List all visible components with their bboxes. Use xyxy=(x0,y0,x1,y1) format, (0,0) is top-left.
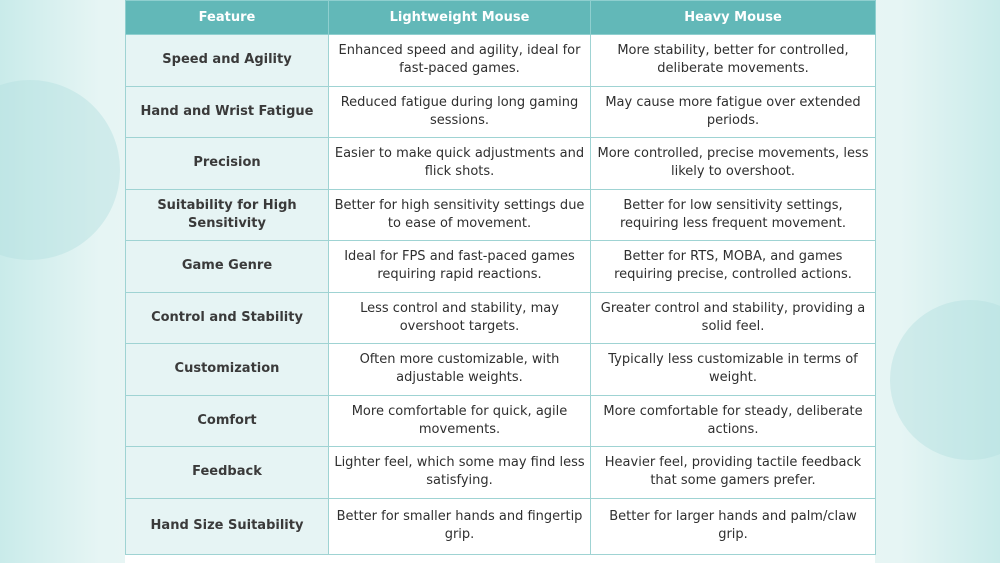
lightweight-cell: Often more customizable, with adjustable weights. xyxy=(329,344,591,396)
background-decoration xyxy=(0,80,120,260)
table-row xyxy=(126,138,876,190)
feature-cell: Feedback xyxy=(126,447,329,499)
lightweight-cell: Reduced fatigue during long gaming sessions. xyxy=(329,86,591,138)
table-row xyxy=(126,447,876,499)
lightweight-cell: Better for smaller hands and fingertip grip. xyxy=(329,498,591,554)
lightweight-cell: Less control and stability, may overshoot targets. xyxy=(329,292,591,344)
table-row xyxy=(126,344,876,396)
table-row xyxy=(126,189,876,241)
feature-cell: Game Genre xyxy=(126,241,329,293)
feature-cell: Suitability for High Sensitivity xyxy=(126,189,329,241)
lightweight-cell: Easier to make quick adjustments and flick shots. xyxy=(329,138,591,190)
heavy-cell: Better for RTS, MOBA, and games requiring precise, controlled actions. xyxy=(591,241,876,293)
feature-cell: Precision xyxy=(126,138,329,190)
heavy-cell: More controlled, precise movements, less likely to overshoot. xyxy=(591,138,876,190)
heavy-cell: Greater control and stability, providing a solid feel. xyxy=(591,292,876,344)
heavy-cell: Heavier feel, providing tactile feedback that some gamers prefer. xyxy=(591,447,876,499)
heavy-cell: More stability, better for controlled, deliberate movements. xyxy=(591,35,876,87)
feature-cell: Hand and Wrist Fatigue xyxy=(126,86,329,138)
lightweight-cell: Ideal for FPS and fast-paced games requiring rapid reactions. xyxy=(329,241,591,293)
heavy-cell: May cause more fatigue over extended periods. xyxy=(591,86,876,138)
lightweight-cell: Lighter feel, which some may find less satisfying. xyxy=(329,447,591,499)
table-row xyxy=(126,395,876,447)
table-row xyxy=(126,241,876,293)
feature-cell: Comfort xyxy=(126,395,329,447)
lightweight-cell: Better for high sensitivity settings due to ease of movement. xyxy=(329,189,591,241)
background-decoration xyxy=(890,300,1000,460)
feature-cell: Control and Stability xyxy=(126,292,329,344)
column-header-heavy-mouse: Heavy Mouse xyxy=(591,1,876,35)
comparison-table xyxy=(125,0,876,555)
table-row xyxy=(126,498,876,554)
comparison-table-container xyxy=(125,0,875,563)
table-row xyxy=(126,292,876,344)
heavy-cell: Better for low sensitivity settings, requiring less frequent movement. xyxy=(591,189,876,241)
lightweight-cell: Enhanced speed and agility, ideal for fast-paced games. xyxy=(329,35,591,87)
heavy-cell: Typically less customizable in terms of weight. xyxy=(591,344,876,396)
heavy-cell: More comfortable for steady, deliberate actions. xyxy=(591,395,876,447)
table-row xyxy=(126,86,876,138)
feature-cell: Customization xyxy=(126,344,329,396)
column-header-lightweight-mouse: Lightweight Mouse xyxy=(329,1,591,35)
lightweight-cell: More comfortable for quick, agile movements. xyxy=(329,395,591,447)
feature-cell: Speed and Agility xyxy=(126,35,329,87)
table-header-row xyxy=(126,1,876,35)
feature-cell: Hand Size Suitability xyxy=(126,498,329,554)
column-header-feature: Feature xyxy=(126,1,329,35)
table-row xyxy=(126,35,876,87)
heavy-cell: Better for larger hands and palm/claw grip. xyxy=(591,498,876,554)
